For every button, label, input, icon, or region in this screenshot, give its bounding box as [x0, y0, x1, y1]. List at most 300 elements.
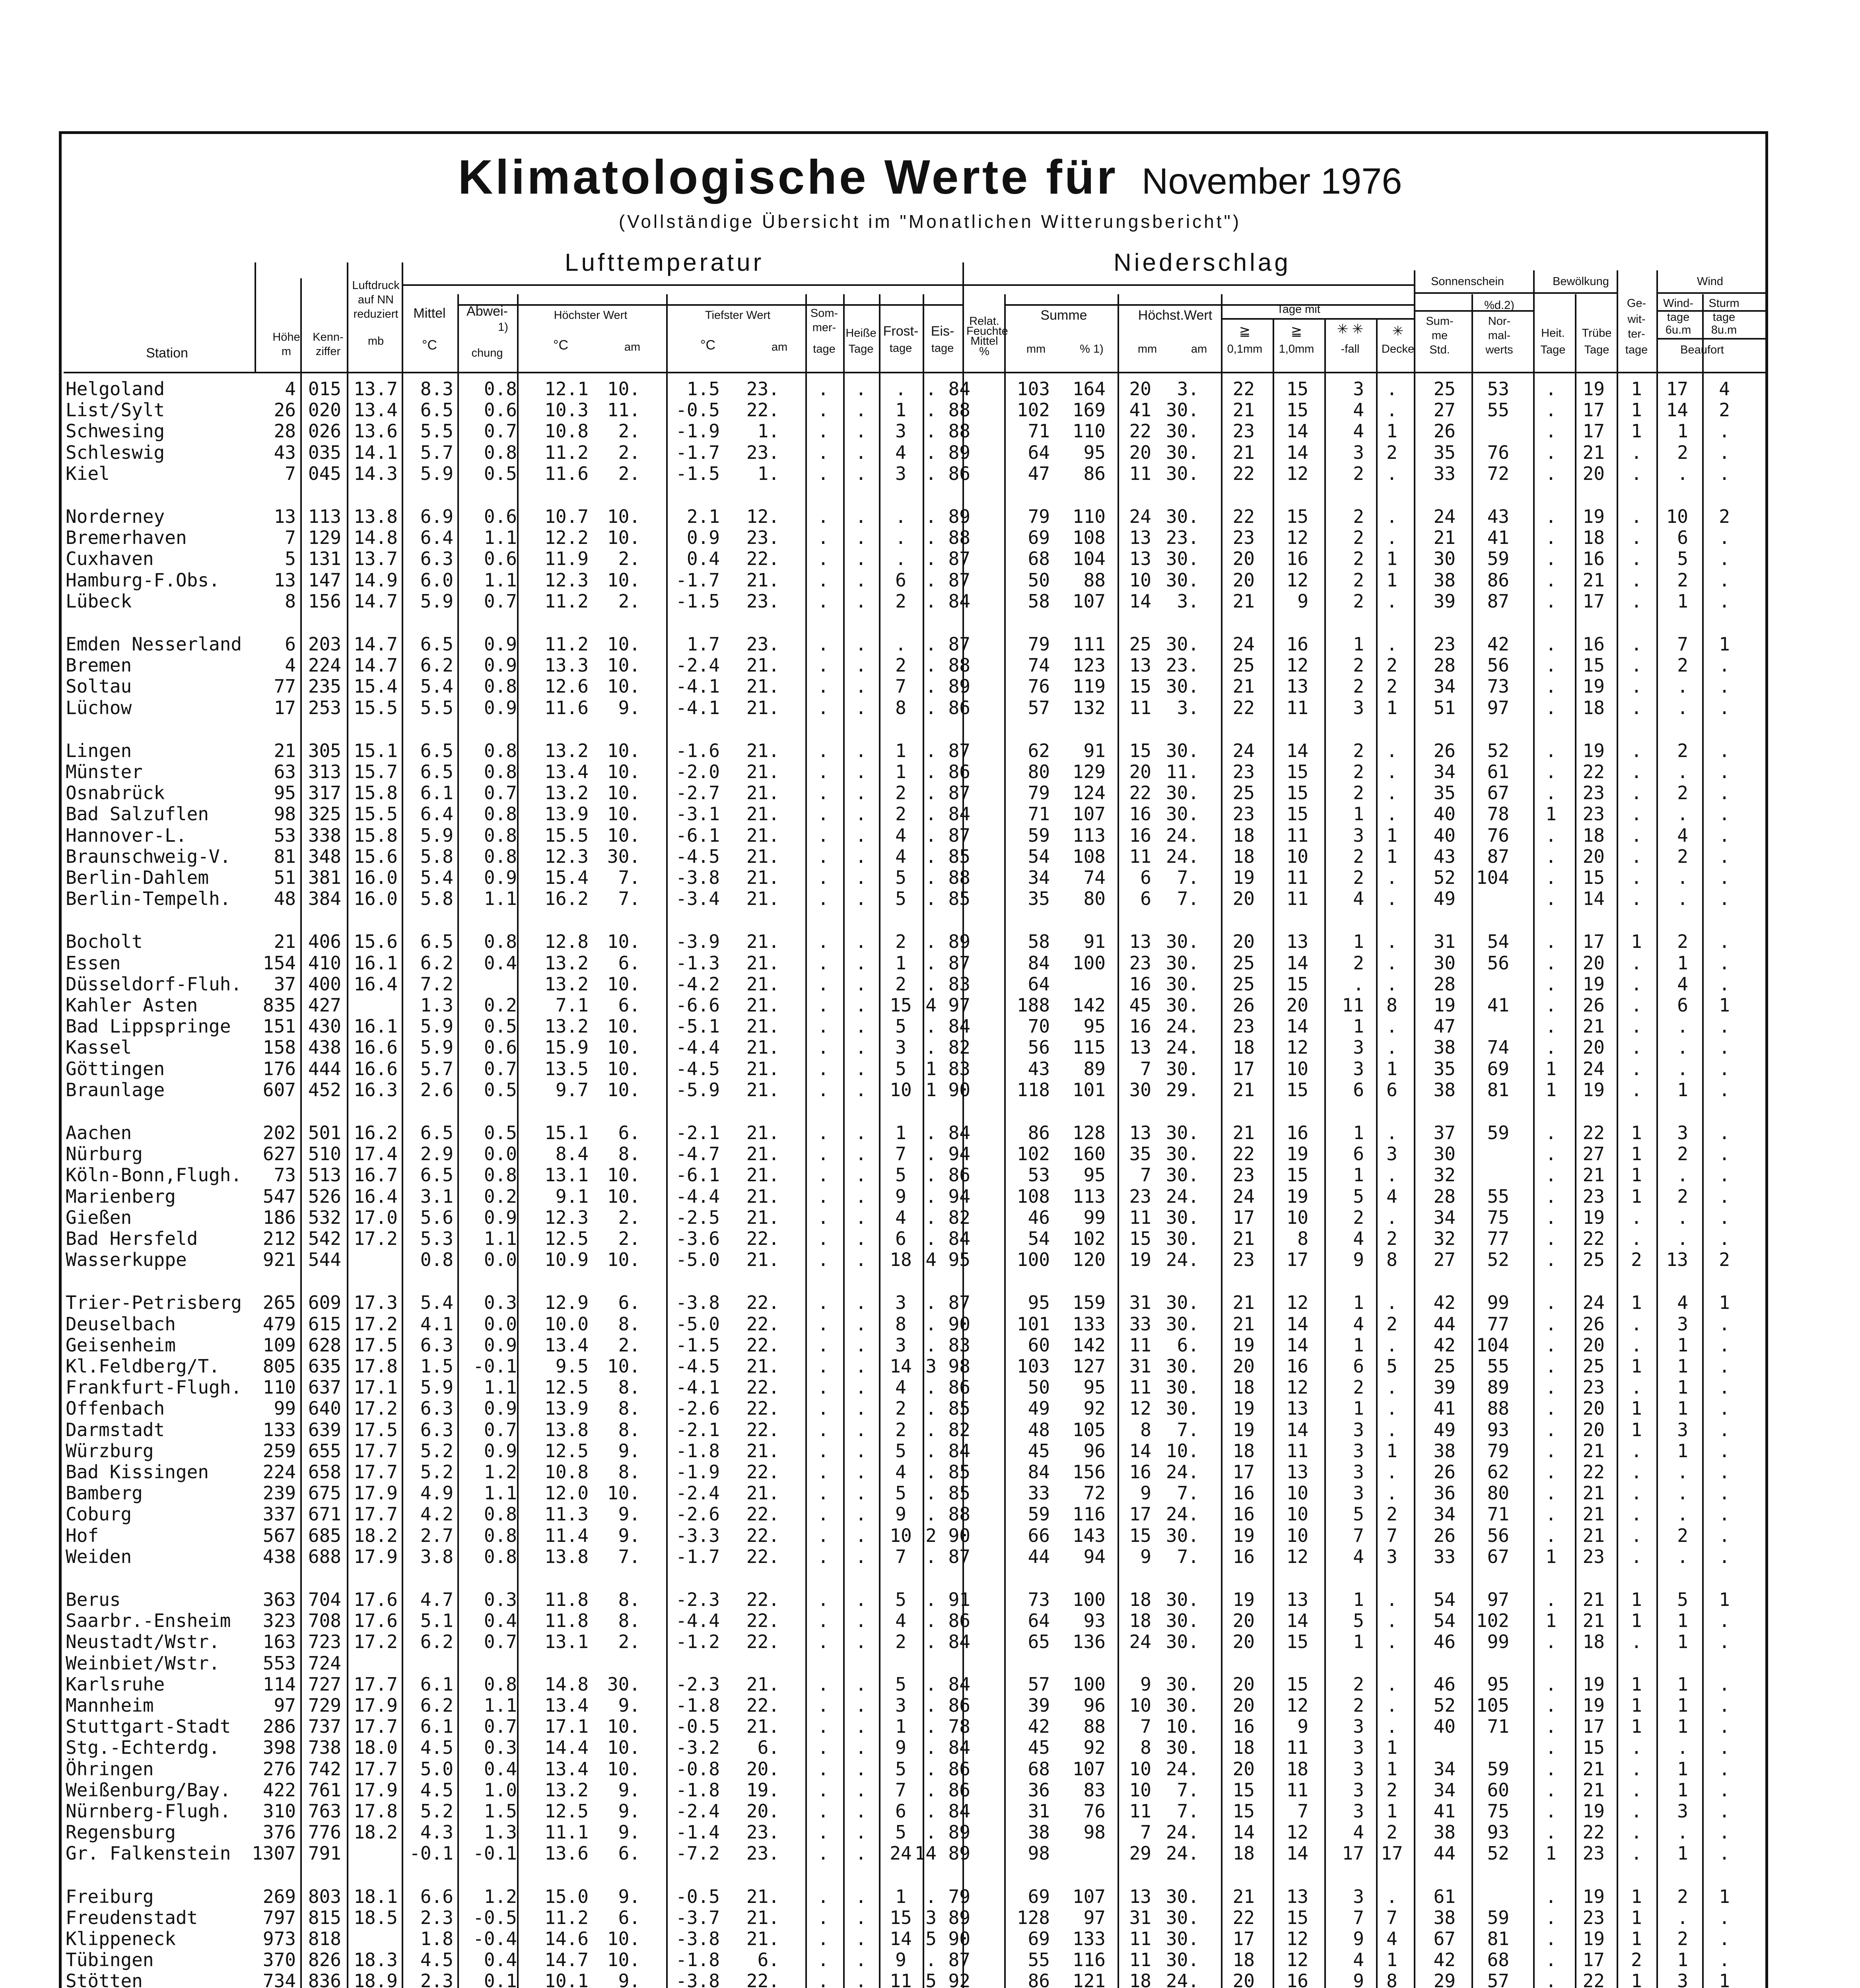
cell-value: -2.4 — [676, 654, 720, 676]
cell-value: 317 — [308, 782, 341, 804]
station-rule — [255, 262, 256, 372]
cell-value: . — [925, 888, 937, 909]
cell-value: 2 — [1719, 1249, 1730, 1270]
frost-header: Frost- — [883, 324, 919, 339]
cell-value: . — [1386, 1461, 1397, 1483]
cell-value: 21. — [746, 1164, 779, 1186]
cell-value: . — [1719, 1716, 1730, 1737]
table-row — [0, 1357, 1860, 1375]
cell-value: 0.7 — [484, 1631, 517, 1652]
cell-value: 737 — [308, 1716, 341, 1737]
cell-value: . — [855, 378, 867, 400]
cell-value: 24 — [1433, 506, 1456, 527]
station-name: Marienberg — [66, 1186, 176, 1207]
heitere-header: Heit. — [1541, 327, 1565, 340]
table-row — [0, 507, 1860, 526]
cell-value: 3 — [895, 1037, 906, 1058]
cell-value: 30 — [1433, 1143, 1456, 1165]
cell-value: 13.7 — [354, 378, 398, 400]
cell-value: . — [855, 1779, 867, 1801]
cell-value: -1.7 — [676, 442, 720, 463]
cell-value: 763 — [308, 1800, 341, 1822]
cell-value: 15 — [1286, 761, 1308, 782]
cell-value: 102 — [1072, 1228, 1106, 1249]
cell-value: -2.6 — [676, 1503, 720, 1525]
cell-value: . — [818, 782, 829, 804]
cell-value: 116 — [1072, 1949, 1106, 1971]
cell-value: . — [1631, 952, 1642, 974]
cell-value: 7. — [1177, 1419, 1199, 1441]
cell-value: 15.4 — [544, 867, 589, 888]
cell-value: 89 — [1487, 1376, 1509, 1398]
cell-value: 4.9 — [420, 1482, 453, 1504]
cell-value: 21 — [1232, 1122, 1255, 1143]
cell-value: 54 — [1433, 1589, 1456, 1610]
cell-value: . — [925, 1313, 937, 1335]
cell-value: 1 — [1677, 1716, 1688, 1737]
cell-value: 9.7 — [555, 1079, 589, 1101]
cell-value: 21. — [746, 761, 779, 782]
cell-value: 38 — [1433, 1079, 1456, 1101]
cell-value: . — [855, 740, 867, 761]
cell-value: 21. — [746, 1015, 779, 1037]
cell-value: 104 — [1476, 867, 1509, 888]
cell-value: 19 — [1232, 1525, 1255, 1546]
cell-value: . — [1545, 1716, 1557, 1737]
cell-value: 20 — [1232, 569, 1255, 591]
row-rule — [1656, 338, 1768, 340]
cell-value: 13 — [1129, 548, 1151, 569]
cell-value: 045 — [308, 463, 341, 484]
cell-value: 23 — [1582, 1907, 1605, 1928]
cell-value: 6 — [1140, 867, 1151, 888]
cell-value: 30. — [1166, 548, 1199, 569]
cell-value: 17.7 — [354, 1461, 398, 1483]
cell-value: 1 — [1677, 1842, 1688, 1864]
cell-value: 1 — [1386, 697, 1397, 718]
cell-value: . — [855, 1313, 867, 1335]
cell-value: 33 — [1433, 463, 1456, 484]
cell-value: 13 — [1286, 1589, 1308, 1610]
cell-value: . — [855, 1461, 867, 1483]
cell-value: 28 — [1433, 1186, 1456, 1207]
cell-value: 4 — [285, 378, 296, 400]
page-subtitle: (Vollständige Übersicht im "Monatlichen Witterungsbericht") — [618, 211, 1242, 232]
cell-value: 2 — [1677, 654, 1688, 676]
cell-value: 0.6 — [484, 506, 517, 527]
cell-value: 1 — [1677, 1610, 1688, 1631]
station-name: Klippeneck — [66, 1928, 176, 1949]
cell-value: 91 — [1083, 740, 1106, 761]
cell-value: 513 — [308, 1164, 341, 1186]
cell-value: 1 — [1545, 803, 1557, 825]
cell-value: 10 — [1129, 1695, 1151, 1716]
cell-value: 0.8 — [484, 1546, 517, 1567]
cell-value: 921 — [262, 1249, 296, 1270]
cell-value: . — [925, 1228, 937, 1249]
row-rule — [1656, 310, 1768, 312]
cell-value: 11.2 — [544, 633, 589, 655]
cell-value: 2 — [1386, 1503, 1397, 1525]
cell-value: 1 — [1353, 1164, 1364, 1186]
cell-value: 22. — [746, 1695, 779, 1716]
cell-value: 10 — [1129, 1758, 1151, 1780]
windtage-header-3: 6u.m — [1665, 324, 1691, 336]
cell-value: 020 — [308, 399, 341, 421]
cell-value: 10.0 — [544, 1313, 589, 1335]
cell-value: 18 — [1582, 825, 1605, 846]
cell-value: 4 — [925, 994, 937, 1016]
cell-value: 11.2 — [544, 1907, 589, 1928]
cell-value: 24. — [1166, 1842, 1199, 1864]
cell-value: 1 — [925, 1079, 937, 1101]
cell-value: 1 — [895, 761, 906, 782]
cell-value: . — [855, 1079, 867, 1101]
cell-value: 5.9 — [420, 1376, 453, 1398]
cell-value: 724 — [308, 1652, 341, 1674]
cell-value: . — [818, 1800, 829, 1822]
cell-value: 1 — [1353, 931, 1364, 952]
cell-value: . — [1719, 654, 1730, 676]
cell-value: . — [1631, 994, 1642, 1016]
cell-value: 30. — [1166, 1376, 1199, 1398]
cell-value: 708 — [308, 1610, 341, 1631]
cell-value: . — [1719, 1821, 1730, 1843]
summe-prozent: % 1) — [1080, 343, 1104, 355]
cell-value: . — [1719, 761, 1730, 782]
cell-value: 21. — [746, 1249, 779, 1270]
cell-value: 11 — [1286, 867, 1308, 888]
cell-value: . — [1353, 973, 1364, 995]
cell-value: 0.8 — [484, 846, 517, 867]
cell-value: 25 — [1232, 952, 1255, 974]
cell-value: -2.3 — [676, 1673, 720, 1695]
cell-value: 129 — [308, 527, 341, 548]
cell-value: 704 — [308, 1589, 341, 1610]
cell-value: . — [925, 846, 937, 867]
cell-value: 24 — [1129, 506, 1151, 527]
cell-value: . — [1545, 1503, 1557, 1525]
cell-value: 4 — [1353, 399, 1364, 421]
cell-value: 23 — [1582, 803, 1605, 825]
cell-value: -2.1 — [676, 1419, 720, 1441]
cell-value: 3 — [1353, 1758, 1364, 1780]
cell-value: 90 — [948, 1079, 970, 1101]
cell-value: 0.9 — [686, 527, 720, 548]
cell-value: 43 — [1028, 1058, 1050, 1079]
cell-value: 113 — [1072, 825, 1106, 846]
table-row — [0, 699, 1860, 717]
cell-value: -4.5 — [676, 846, 720, 867]
cell-value: 80 — [1028, 761, 1050, 782]
cell-value: 21. — [746, 1058, 779, 1079]
cell-value: . — [1719, 676, 1730, 697]
cell-value: 42 — [1487, 633, 1509, 655]
cell-value: 0.3 — [484, 1737, 517, 1758]
cell-value: 23 — [1582, 1186, 1605, 1207]
cell-value: 21 — [1232, 1292, 1255, 1313]
cell-value: . — [1631, 1842, 1642, 1864]
cell-value: . — [925, 1821, 937, 1843]
cell-value: 9 — [1297, 1716, 1308, 1737]
cell-value: 30. — [1166, 1610, 1199, 1631]
cell-value: . — [855, 1015, 867, 1037]
cell-value: 532 — [308, 1207, 341, 1228]
cell-value: 1.3 — [484, 1821, 517, 1843]
cell-value: . — [855, 676, 867, 697]
cell-value: 21. — [746, 1143, 779, 1165]
station-name: Berus — [66, 1589, 121, 1610]
cell-value: 4.1 — [420, 1313, 453, 1335]
cell-value: 17 — [1286, 1249, 1308, 1270]
cell-value: 0.7 — [484, 782, 517, 804]
cell-value: . — [818, 527, 829, 548]
cell-value: 1 — [895, 952, 906, 974]
cell-value: 24. — [1166, 1186, 1199, 1207]
cell-value: . — [925, 1546, 937, 1567]
cell-value: . — [1545, 1949, 1557, 1971]
cell-value: -5.9 — [676, 1079, 720, 1101]
station-name: Kl.Feldberg/T. — [66, 1355, 220, 1377]
table-row — [0, 1505, 1860, 1523]
hoehe-header: Höhe — [272, 331, 300, 344]
cell-value: 9 — [895, 1949, 906, 1971]
cell-value: 86 — [948, 463, 970, 484]
cell-value: 104 — [1072, 548, 1106, 569]
cell-value: . — [818, 1334, 829, 1356]
cell-value: 12.0 — [544, 1482, 589, 1504]
cell-value: -3.8 — [676, 1928, 720, 1949]
cell-value: 26 — [1232, 994, 1255, 1016]
cell-value: 19. — [746, 1779, 779, 1801]
cell-value: 3 — [1353, 1779, 1364, 1801]
cell-value: 11 — [1129, 463, 1151, 484]
cell-value: 1 — [1631, 1164, 1642, 1186]
hoechst-unit: mm — [1137, 343, 1157, 355]
cell-value: . — [1545, 1631, 1557, 1652]
cell-value: 17.1 — [544, 1716, 589, 1737]
cell-value: 67 — [1487, 782, 1509, 804]
cell-value: . — [1719, 1164, 1730, 1186]
cell-value: 13 — [1129, 1886, 1151, 1907]
cell-value: 17 — [1666, 378, 1688, 400]
cell-value: 69 — [1028, 1886, 1050, 1907]
cell-value: 9 — [1297, 590, 1308, 612]
station-name: Frankfurt-Flugh. — [66, 1376, 242, 1398]
cell-value: . — [1677, 1821, 1688, 1843]
cell-value: 2. — [618, 420, 640, 442]
cell-value: . — [925, 1673, 937, 1695]
cell-value: 15 — [1129, 740, 1151, 761]
cell-value: 1 — [1631, 1716, 1642, 1737]
cell-value: 41 — [1487, 994, 1509, 1016]
cell-value: . — [818, 569, 829, 591]
cell-value: 95 — [948, 1249, 970, 1270]
cell-value: 8. — [618, 1461, 640, 1483]
cell-value: . — [1631, 633, 1642, 655]
cell-value: 87 — [948, 633, 970, 655]
cell-value: 0.7 — [484, 1419, 517, 1441]
cell-value: 89 — [948, 1842, 970, 1864]
cell-value: 13.6 — [544, 1842, 589, 1864]
cell-value: . — [1677, 1058, 1688, 1079]
cell-value: . — [1719, 740, 1730, 761]
cell-value: 25 — [1433, 1355, 1456, 1377]
table-row — [0, 954, 1860, 972]
kenn-header: Kenn- — [313, 331, 344, 344]
cell-value: 91 — [948, 1589, 970, 1610]
cell-value: 2 — [895, 590, 906, 612]
cell-value: 13 — [274, 506, 296, 527]
table-row — [0, 1421, 1860, 1439]
abw-header-2: chung — [471, 347, 503, 359]
cell-value: 93 — [1487, 1821, 1509, 1843]
cell-value: 738 — [308, 1737, 341, 1758]
cell-value: 9. — [618, 697, 640, 718]
cell-value: . — [1631, 1207, 1642, 1228]
row-rule — [457, 304, 962, 306]
cell-value: 16 — [1129, 803, 1151, 825]
table-row — [0, 1293, 1860, 1312]
cell-value: 19 — [1232, 1398, 1255, 1419]
cell-value: 10. — [607, 1079, 640, 1101]
cell-value: 133 — [1072, 1928, 1106, 1949]
cell-value: 26 — [1433, 1525, 1456, 1546]
cell-value: 4 — [1386, 1928, 1397, 1949]
cell-value: . — [1677, 867, 1688, 888]
cell-value: . — [855, 1228, 867, 1249]
schneefall-label: -fall — [1341, 343, 1360, 355]
cell-value: 96 — [1083, 1440, 1106, 1462]
tiefster-unit: °C — [700, 338, 716, 353]
cell-value: 12.2 — [544, 527, 589, 548]
cell-value: 10 — [1286, 1207, 1308, 1228]
cell-value: 20 — [1232, 1610, 1255, 1631]
heitere-header-2: Tage — [1540, 344, 1566, 356]
cell-value: 5 — [285, 548, 296, 569]
cell-value: 30. — [1166, 1313, 1199, 1335]
cell-value: . — [1631, 1758, 1642, 1780]
cell-value: 10. — [607, 527, 640, 548]
cell-value: . — [1631, 463, 1642, 484]
cell-value: 19 — [1582, 973, 1605, 995]
cell-value: 18.2 — [354, 1525, 398, 1546]
cell-value: 30. — [607, 1673, 640, 1695]
cell-value: 20 — [1286, 994, 1308, 1016]
cell-value: 13.2 — [544, 782, 589, 804]
sonne-prozent-3: mal- — [1488, 329, 1511, 342]
cell-value: 14 — [1666, 399, 1688, 421]
cell-value: . — [1545, 1779, 1557, 1801]
cell-value: . — [818, 1758, 829, 1780]
cell-value: 5 — [1677, 1589, 1688, 1610]
cell-value: -3.8 — [676, 1970, 720, 1988]
cell-value: 10. — [607, 1186, 640, 1207]
cell-value: 7. — [1177, 1482, 1199, 1504]
cell-value: 10. — [1166, 1440, 1199, 1462]
cell-value: . — [1545, 378, 1557, 400]
cell-value: . — [1545, 1461, 1557, 1483]
cell-value: 23 — [1232, 1015, 1255, 1037]
cell-value: 16 — [1232, 1503, 1255, 1525]
cell-value: . — [1545, 846, 1557, 867]
cell-value: 269 — [262, 1886, 296, 1907]
cell-value: 34 — [1433, 761, 1456, 782]
cell-value: 7 — [895, 676, 906, 697]
cell-value: 1.0 — [484, 1779, 517, 1801]
cell-value: . — [1631, 761, 1642, 782]
cell-value: 7 — [895, 1546, 906, 1567]
cell-value: . — [925, 761, 937, 782]
cell-value: 85 — [948, 1461, 970, 1483]
cell-value: 7. — [1177, 1800, 1199, 1822]
cell-value: 2 — [1677, 1143, 1688, 1165]
cell-value: . — [818, 442, 829, 463]
cell-value: 121 — [1072, 1970, 1106, 1988]
cell-value: . — [1545, 1228, 1557, 1249]
cell-value: . — [1545, 1907, 1557, 1928]
cell-value: 16 — [1286, 1122, 1308, 1143]
cell-value: 797 — [262, 1907, 296, 1928]
cell-value: 42 — [1433, 1292, 1456, 1313]
table-row — [0, 571, 1860, 589]
cell-value: 17.2 — [354, 1398, 398, 1419]
cell-value: 10. — [607, 782, 640, 804]
cell-value: 38 — [1433, 1907, 1456, 1928]
cell-value: . — [818, 378, 829, 400]
cell-value: 2 — [1353, 1207, 1364, 1228]
cell-value: 3 — [1353, 697, 1364, 718]
cell-value: 9. — [618, 1800, 640, 1822]
cell-value: 6.3 — [420, 1398, 453, 1419]
table-row — [0, 656, 1860, 674]
cell-value: . — [1545, 1015, 1557, 1037]
cell-value: . — [895, 506, 906, 527]
cell-value: 21 — [274, 740, 296, 761]
cell-value: 24. — [1166, 1758, 1199, 1780]
cell-value: 16.1 — [354, 952, 398, 974]
cell-value: 6. — [757, 1949, 779, 1971]
cell-value: 20 — [1582, 1334, 1605, 1356]
cell-value: . — [1719, 1503, 1730, 1525]
cell-value: . — [818, 1143, 829, 1165]
cell-value: 2 — [1353, 590, 1364, 612]
cell-value: -1.2 — [676, 1631, 720, 1652]
cell-value: -4.1 — [676, 1376, 720, 1398]
cell-value: 21 — [1582, 1525, 1605, 1546]
cell-value: 30. — [1166, 931, 1199, 952]
cell-value: 163 — [262, 1631, 296, 1652]
cell-value: . — [1719, 973, 1730, 995]
cell-value: 83 — [948, 1334, 970, 1356]
cell-value: . — [1545, 1143, 1557, 1165]
cell-value: 2 — [1353, 676, 1364, 697]
cell-value: 0.8 — [484, 931, 517, 952]
cell-value: 84 — [948, 1673, 970, 1695]
cell-value: . — [925, 1164, 937, 1186]
cell-value: . — [1545, 1292, 1557, 1313]
cell-value: 2. — [618, 463, 640, 484]
cell-value: 30. — [1166, 782, 1199, 804]
cell-value: 8. — [618, 1419, 640, 1441]
cell-value: . — [1719, 867, 1730, 888]
cell-value: 23 — [1129, 952, 1151, 974]
cell-value: 2. — [618, 1334, 640, 1356]
cell-value: 68 — [1028, 1758, 1050, 1780]
cell-value: . — [855, 1695, 867, 1716]
cell-value: 8. — [618, 1398, 640, 1419]
cell-value: 84 — [948, 1631, 970, 1652]
